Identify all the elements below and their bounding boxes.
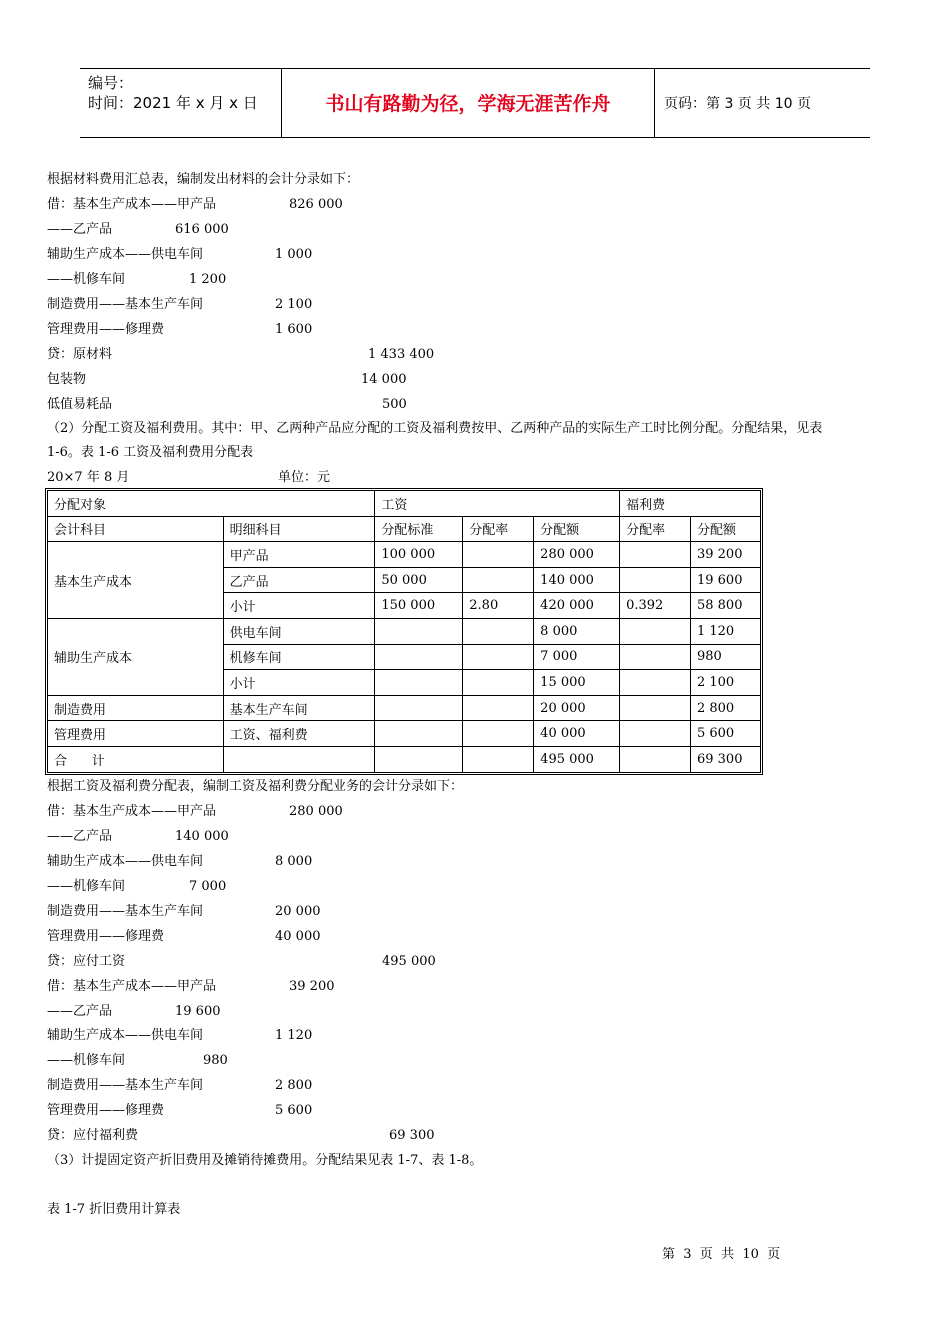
entry-text: 借：基本生产成本——甲产品	[47, 804, 217, 819]
entry-amount: 140 000	[175, 829, 229, 844]
table-date: 20×7 年 8 月	[47, 470, 130, 485]
entry-text: 贷：应付福利费	[47, 1128, 139, 1143]
header-cell: 工资	[375, 491, 620, 517]
entry-amount: 20 000	[275, 904, 321, 919]
page-header	[80, 68, 870, 138]
table-total-row	[48, 746, 761, 772]
entry-text: ——机修车间	[47, 1053, 126, 1068]
std-cell: 50 000	[375, 567, 463, 593]
rate-cell	[620, 644, 691, 670]
table-row	[48, 721, 761, 747]
amount-cell: 7 000	[534, 644, 620, 670]
time-label: 时间：2021 年 x 月 x 日	[88, 94, 258, 112]
table-header-row	[48, 516, 761, 542]
entry-text: 低值易耗品	[47, 397, 113, 412]
detail-cell: 工资、福利费	[223, 721, 375, 747]
entry-text: 贷：应付工资	[47, 954, 126, 969]
table7-caption: 表 1-7 折旧费用计算表	[47, 1202, 181, 1217]
amount-cell: 420 000	[534, 593, 620, 619]
section2-intro: 根据工资及福利费分配表，编制工资及福利费分配业务的会计分录如下：	[47, 779, 464, 794]
account-cell: 管理费用	[48, 721, 224, 747]
amount-cell: 1 120	[690, 618, 760, 644]
entry-text: ——乙产品	[47, 829, 113, 844]
entry-text: 管理费用——修理费	[47, 322, 165, 337]
rate-cell	[620, 542, 691, 568]
entry-text: 辅助生产成本——供电车间	[47, 1028, 204, 1043]
rate-cell	[620, 695, 691, 721]
entry-text: ——乙产品	[47, 1004, 113, 1019]
rate-cell: 2.80	[463, 593, 534, 619]
entry-amount: 1 200	[189, 272, 227, 287]
detail-cell: 机修车间	[223, 644, 375, 670]
number-label: 编号：	[88, 74, 134, 92]
entry-text: ——机修车间	[47, 272, 126, 287]
rate-cell	[620, 670, 691, 696]
wage-allocation-table	[47, 490, 761, 773]
account-cell: 合 计	[48, 746, 224, 772]
table-row	[48, 695, 761, 721]
header-cell: 分配额	[534, 516, 620, 542]
header-cell: 福利费	[620, 491, 761, 517]
rate-cell: 0.392	[620, 593, 691, 619]
table-row	[48, 542, 761, 568]
amount-cell: 2 800	[690, 695, 760, 721]
rate-cell	[463, 567, 534, 593]
rate-cell	[463, 618, 534, 644]
entry-amount: 7 000	[189, 879, 227, 894]
detail-cell: 小计	[223, 593, 375, 619]
para2-line2: 1-6。表 1-6 工资及福利费用分配表	[47, 445, 254, 460]
rate-cell	[463, 644, 534, 670]
rate-cell	[463, 721, 534, 747]
std-cell	[375, 746, 463, 772]
header-meta	[88, 73, 280, 113]
entry-text: ——乙产品	[47, 222, 113, 237]
entry-amount: 5 600	[275, 1103, 313, 1118]
account-cell: 基本生产成本	[48, 542, 224, 619]
header-page-label: 页码：第 3 页 共 10 页	[664, 96, 811, 112]
header-motto: 书山有路勤为径，学海无涯苦作舟	[325, 93, 611, 115]
table-header-row	[48, 491, 761, 517]
detail-cell: 小计	[223, 670, 375, 696]
entry-amount: 1 000	[275, 247, 313, 262]
entry-amount: 500	[382, 397, 407, 412]
rate-cell	[620, 721, 691, 747]
amount-cell: 39 200	[690, 542, 760, 568]
entry-amount: 2 800	[275, 1078, 313, 1093]
header-cell: 明细科目	[223, 516, 375, 542]
entry-text: 包装物	[47, 372, 87, 387]
entry-amount: 280 000	[289, 804, 343, 819]
para2-line1: （2）分配工资及福利费用。其中：甲、乙两种产品应分配的工资及福利费按甲、乙两种产品的实际生产工时比例分配。分配结果，见表	[47, 421, 823, 436]
entry-text: 贷：原材料	[47, 347, 113, 362]
entry-amount: 1 120	[275, 1028, 313, 1043]
section1-intro: 根据材料费用汇总表，编制发出材料的会计分录如下：	[47, 172, 360, 187]
detail-cell: 甲产品	[223, 542, 375, 568]
entry-text: 管理费用——修理费	[47, 929, 165, 944]
page-footer: 第 3 页 共 10 页	[662, 1247, 781, 1262]
entry-amount: 826 000	[289, 197, 343, 212]
amount-cell: 2 100	[690, 670, 760, 696]
amount-cell: 20 000	[534, 695, 620, 721]
amount-cell: 69 300	[690, 746, 760, 772]
std-cell	[375, 618, 463, 644]
entry-amount: 40 000	[275, 929, 321, 944]
entry-amount: 1 600	[275, 322, 313, 337]
detail-cell	[223, 746, 375, 772]
entry-amount: 39 200	[289, 979, 335, 994]
amount-cell: 15 000	[534, 670, 620, 696]
entry-amount: 2 100	[275, 297, 313, 312]
entry-text: 借：基本生产成本——甲产品	[47, 979, 217, 994]
para3: （3）计提固定资产折旧费用及摊销待摊费用。分配结果见表 1-7、表 1-8。	[47, 1153, 483, 1168]
amount-cell: 280 000	[534, 542, 620, 568]
entry-amount: 616 000	[175, 222, 229, 237]
entry-amount: 14 000	[361, 372, 407, 387]
entry-amount: 1 433 400	[368, 347, 435, 362]
std-cell: 100 000	[375, 542, 463, 568]
header-cell: 分配额	[690, 516, 760, 542]
std-cell	[375, 644, 463, 670]
entry-amount: 495 000	[382, 954, 436, 969]
std-cell	[375, 695, 463, 721]
std-cell: 150 000	[375, 593, 463, 619]
rate-cell	[620, 618, 691, 644]
header-cell: 分配对象	[48, 491, 375, 517]
amount-cell: 40 000	[534, 721, 620, 747]
detail-cell: 乙产品	[223, 567, 375, 593]
amount-cell: 5 600	[690, 721, 760, 747]
rate-cell	[463, 746, 534, 772]
entry-text: 制造费用——基本生产车间	[47, 1078, 204, 1093]
header-cell: 分配率	[463, 516, 534, 542]
entry-text: 管理费用——修理费	[47, 1103, 165, 1118]
amount-cell: 140 000	[534, 567, 620, 593]
header-cell: 会计科目	[48, 516, 224, 542]
std-cell	[375, 670, 463, 696]
rate-cell	[463, 670, 534, 696]
entry-amount: 19 600	[175, 1004, 221, 1019]
table-row	[48, 618, 761, 644]
amount-cell: 19 600	[690, 567, 760, 593]
rate-cell	[463, 695, 534, 721]
rate-cell	[463, 542, 534, 568]
entry-text: 制造费用——基本生产车间	[47, 904, 204, 919]
entry-text: ——机修车间	[47, 879, 126, 894]
entry-text: 制造费用——基本生产车间	[47, 297, 204, 312]
rate-cell	[620, 567, 691, 593]
entry-text: 借：基本生产成本——甲产品	[47, 197, 217, 212]
header-cell: 分配率	[620, 516, 691, 542]
entry-amount: 69 300	[389, 1128, 435, 1143]
header-cell: 分配标准	[375, 516, 463, 542]
amount-cell: 58 800	[690, 593, 760, 619]
entry-text: 辅助生产成本——供电车间	[47, 247, 204, 262]
amount-cell: 8 000	[534, 618, 620, 644]
amount-cell: 980	[690, 644, 760, 670]
detail-cell: 基本生产车间	[223, 695, 375, 721]
header-divider	[654, 69, 655, 137]
detail-cell: 供电车间	[223, 618, 375, 644]
account-cell: 制造费用	[48, 695, 224, 721]
table-unit: 单位：元	[278, 470, 331, 485]
rate-cell	[620, 746, 691, 772]
std-cell	[375, 721, 463, 747]
entry-text: 辅助生产成本——供电车间	[47, 854, 204, 869]
entry-amount: 980	[203, 1053, 228, 1068]
account-cell: 辅助生产成本	[48, 618, 224, 695]
amount-cell: 495 000	[534, 746, 620, 772]
entry-amount: 8 000	[275, 854, 313, 869]
